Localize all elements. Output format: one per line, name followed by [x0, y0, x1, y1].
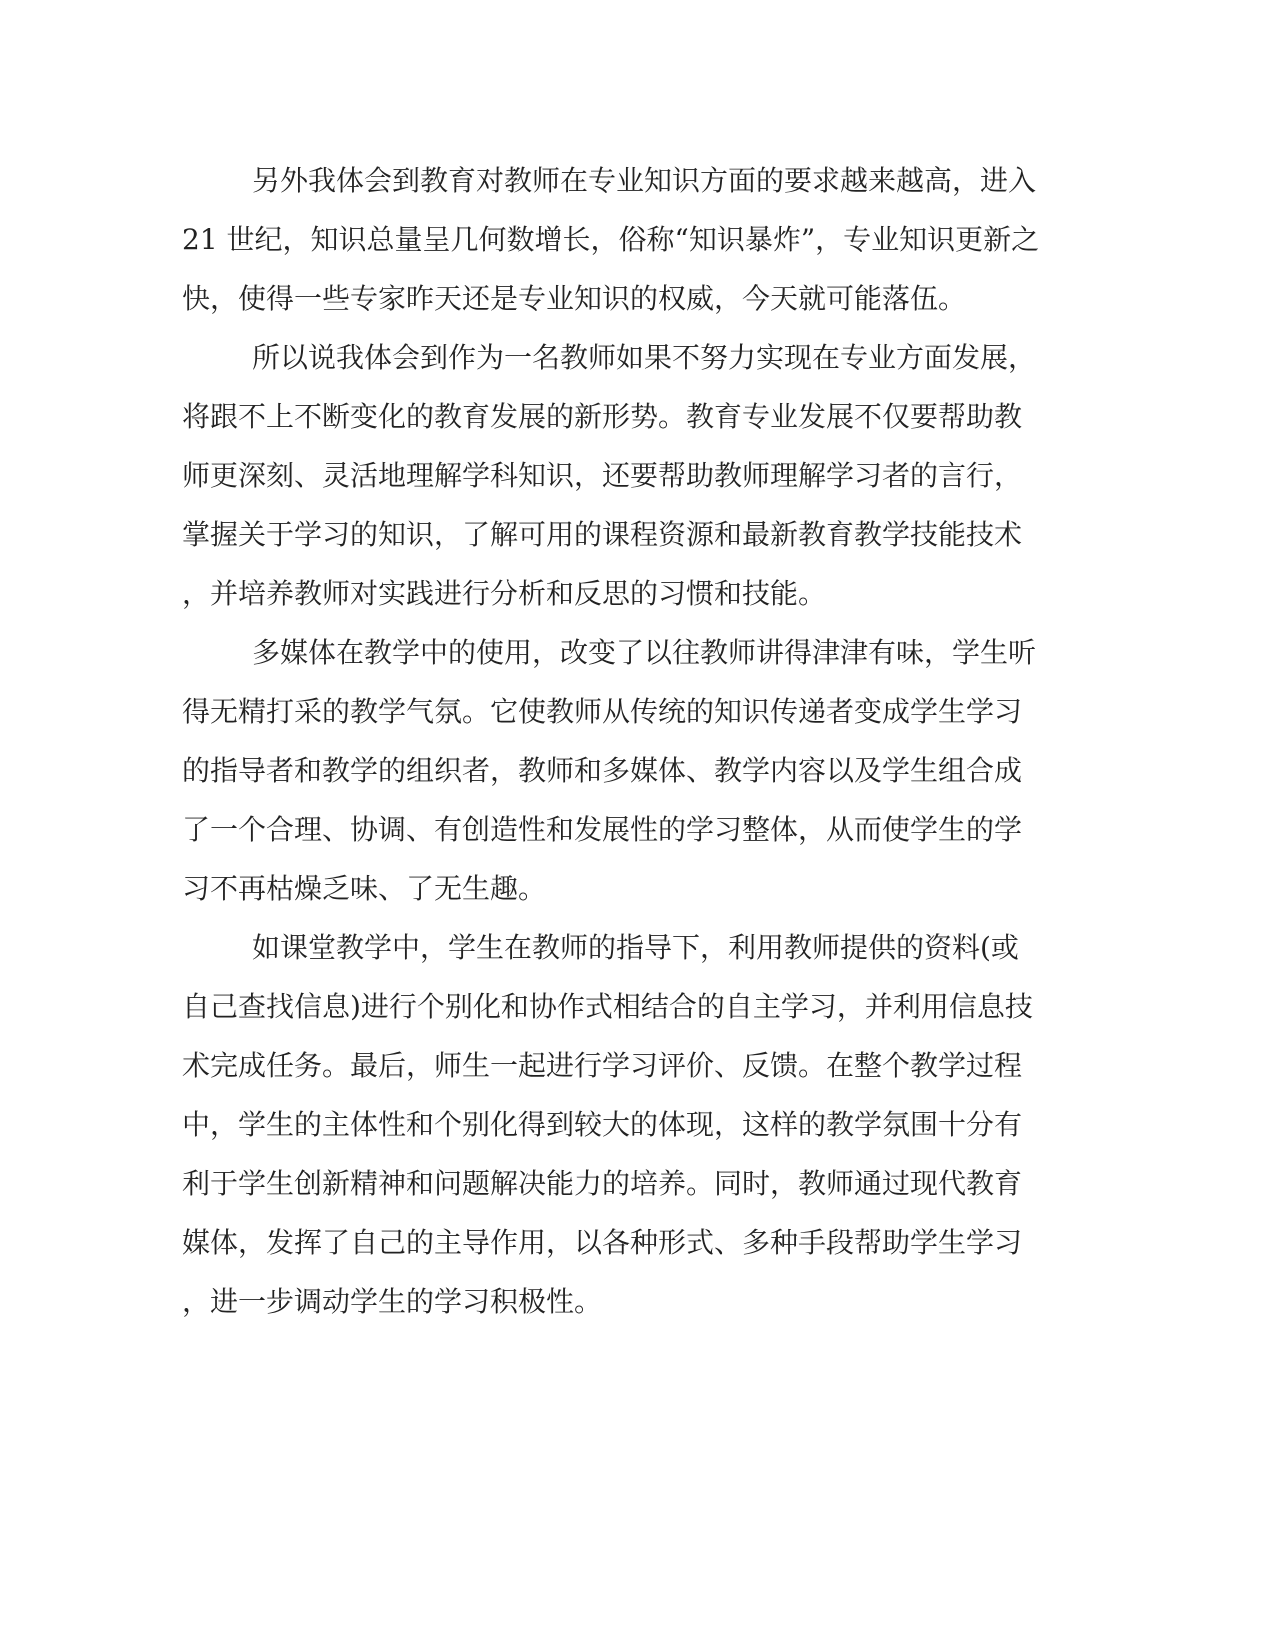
paragraph-4-line-1 [0, 928, 1275, 968]
paragraph-4-line-4 [0, 1105, 1275, 1145]
paragraph-4-line-5 [0, 1164, 1275, 1204]
text-line: ，并培养教师对实践进行分析和反思的习惯和技能。 [182, 577, 827, 610]
paragraph-2-line-1 [0, 338, 1275, 378]
paragraph-4-line-7 [0, 1282, 1275, 1322]
paragraph-2-line-4 [0, 515, 1275, 555]
paragraph-3-line-5 [0, 869, 1275, 909]
paragraph-2-line-2 [0, 397, 1275, 437]
text-line: 师更深刻、灵活地理解学科知识，还要帮助教师理解学习者的言行， [182, 459, 1023, 492]
text-line: 习不再枯燥乏味、了无生趣。 [182, 872, 547, 905]
paragraph-2-line-3 [0, 456, 1275, 496]
text-line: 所以说我体会到作为一名教师如果不努力实现在专业方面发展， [252, 341, 1037, 374]
text-line: 得无精打采的教学气氛。它使教师从传统的知识传递者变成学生学习 [182, 695, 1023, 728]
paragraph-3-line-1 [0, 633, 1275, 673]
text-line: 将跟不上不断变化的教育发展的新形势。教育专业发展不仅要帮助教 [182, 400, 1023, 433]
text-line: 掌握关于学习的知识，了解可用的课程资源和最新教育教学技能技术 [182, 518, 1023, 551]
paragraph-3-line-3 [0, 751, 1275, 791]
text-line: 多媒体在教学中的使用，改变了以往教师讲得津津有味，学生听 [252, 636, 1037, 669]
paragraph-4-line-2 [0, 987, 1275, 1027]
text-line: 媒体，发挥了自己的主导作用，以各种形式、多种手段帮助学生学习 [182, 1226, 1023, 1259]
text-line: 术完成任务。最后，师生一起进行学习评价、反馈。在整个教学过程 [182, 1049, 1023, 1082]
text-line: 另外我体会到教育对教师在专业知识方面的要求越来越高，进入 [252, 164, 1037, 197]
paragraph-1-line-1 [0, 161, 1275, 201]
text-line: 如课堂教学中，学生在教师的指导下，利用教师提供的资料(或 [252, 931, 1019, 964]
paragraph-2-line-5 [0, 574, 1275, 614]
paragraph-3-line-2 [0, 692, 1275, 732]
text-line: 中，学生的主体性和个别化得到较大的体现，这样的教学氛围十分有 [182, 1108, 1023, 1141]
paragraph-1-line-2 [0, 220, 1275, 260]
paragraph-3-line-4 [0, 810, 1275, 850]
text-line: 自己查找信息)进行个别化和协作式相结合的自主学习，并利用信息技 [182, 990, 1033, 1023]
text-line: 21 世纪，知识总量呈几何数增长，俗称“知识暴炸”，专业知识更新之 [182, 223, 1040, 256]
paragraph-4-line-6 [0, 1223, 1275, 1263]
text-line: 了一个合理、协调、有创造性和发展性的学习整体，从而使学生的学 [182, 813, 1023, 846]
text-line: 的指导者和教学的组织者，教师和多媒体、教学内容以及学生组合成 [182, 754, 1023, 787]
paragraph-4-line-3 [0, 1046, 1275, 1086]
paragraph-1-line-3 [0, 279, 1275, 319]
text-line: ，进一步调动学生的学习积极性。 [182, 1285, 603, 1318]
text-line: 利于学生创新精神和问题解决能力的培养。同时，教师通过现代教育 [182, 1167, 1023, 1200]
text-line: 快，使得一些专家昨天还是专业知识的权威，今天就可能落伍。 [182, 282, 967, 315]
